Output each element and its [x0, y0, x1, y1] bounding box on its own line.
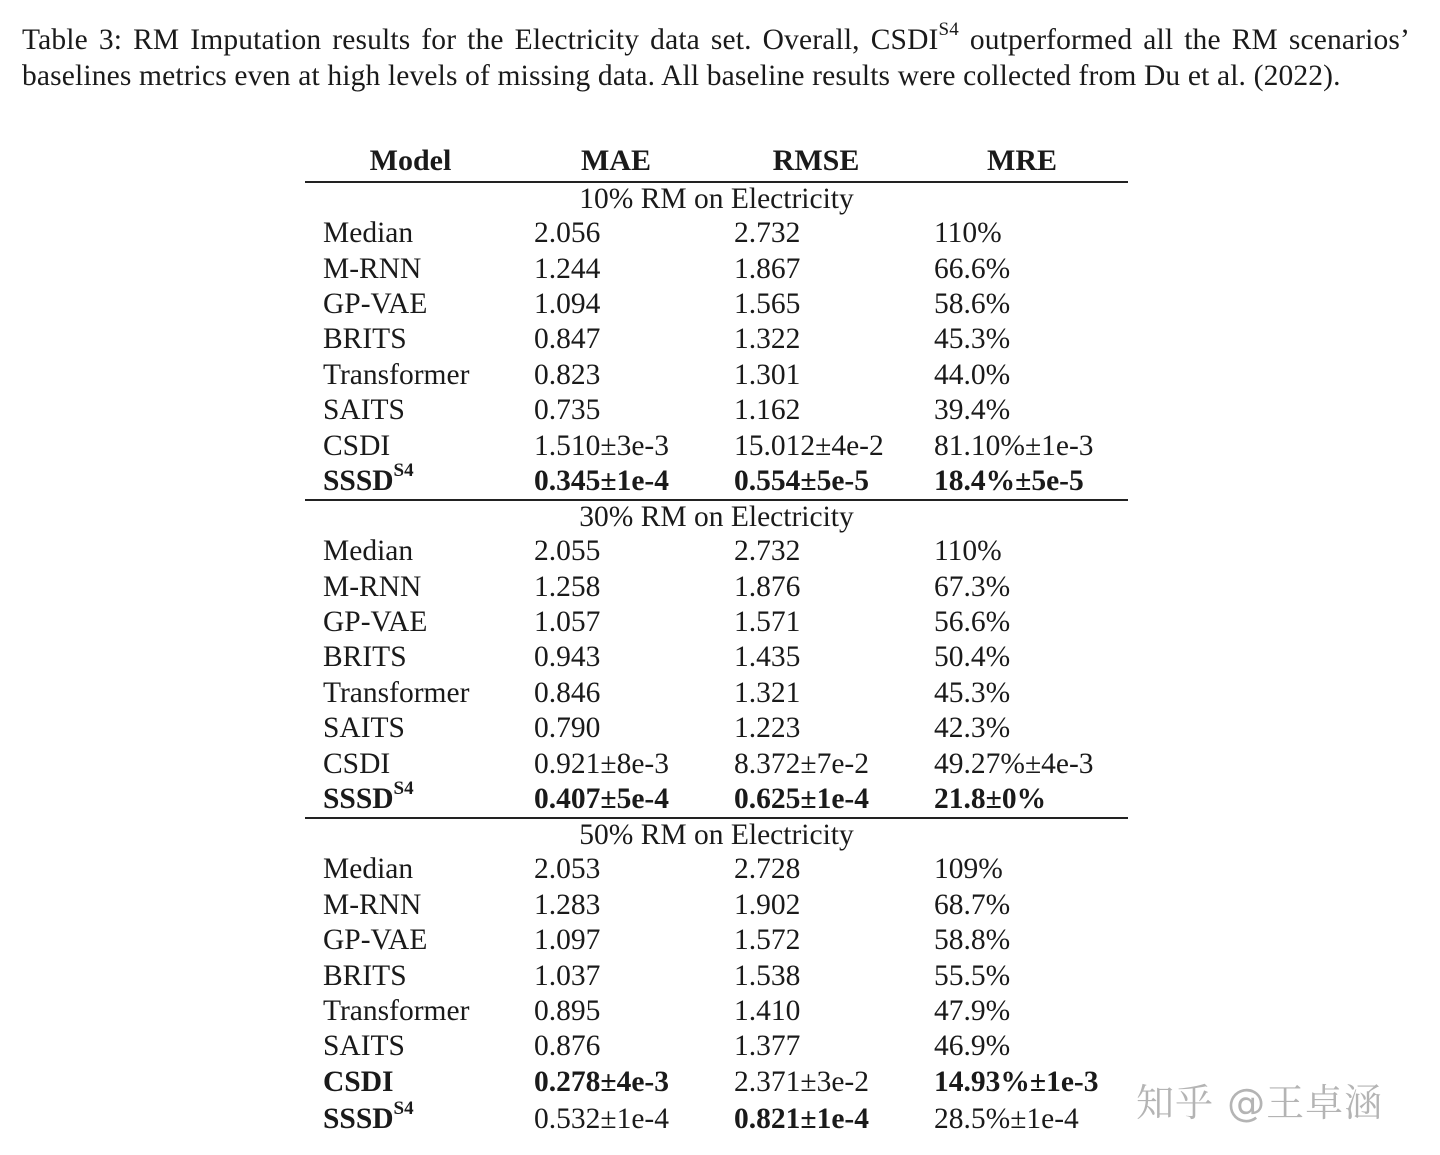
cell-mae: 0.735	[534, 394, 601, 427]
cell-model	[305, 676, 516, 711]
cell-mae: 1.258	[534, 570, 601, 603]
group-header-row	[305, 818, 1128, 852]
cell-rmse: 15.012±4e-2	[734, 429, 884, 462]
model-name: GP-VAE	[323, 606, 428, 639]
cell-mre: 45.3%	[934, 676, 1011, 709]
model-name: Median	[323, 217, 414, 250]
model-name: SSSD	[323, 1102, 394, 1135]
cell-rmse: 2.728	[734, 853, 801, 886]
model-name: CSDI	[323, 747, 391, 780]
model-name: M-RNN	[323, 252, 422, 285]
cell-rmse: 1.410	[734, 995, 801, 1027]
cell-mre: 50.4%	[934, 641, 1011, 674]
table-row	[305, 570, 1128, 605]
model-name: SAITS	[323, 1030, 405, 1063]
watermark: 知乎 @王卓涵	[1136, 1081, 1384, 1125]
cell-mre: 49.27%±4e-3	[934, 747, 1094, 780]
table-row	[305, 393, 1128, 428]
caption-text-suffix: outperformed all the RM scenarios’ baselines metrics even at high levels of missing data. All baseline results were collected from Du et al. (2022).	[22, 24, 1410, 92]
cell-model	[305, 393, 516, 428]
cell-mre: 109%	[934, 853, 1003, 886]
model-name: BRITS	[323, 641, 407, 674]
cell-model	[305, 287, 516, 322]
header-mae: MAE	[516, 141, 716, 182]
cell-mae: 1.510±3e-3	[534, 429, 669, 462]
table-row	[305, 287, 1128, 322]
cell-mre: 46.9%	[934, 1030, 1011, 1063]
table-caption	[22, 19, 1410, 94]
cell-model	[305, 460, 516, 500]
table-row	[305, 994, 1128, 1029]
cell-mre: 55.5%	[934, 959, 1011, 992]
cell-model	[305, 428, 516, 463]
model-name: CSDI	[323, 429, 391, 462]
cell-mae: 0.407±5e-4	[534, 783, 669, 816]
cell-model	[305, 923, 516, 958]
cell-mae: 0.790	[534, 712, 601, 745]
cell-model	[305, 711, 516, 746]
model-name: GP-VAE	[323, 924, 428, 957]
table-row	[305, 923, 1128, 958]
model-name: SSSD	[323, 464, 394, 497]
cell-mae: 2.053	[534, 853, 601, 886]
table-row	[305, 216, 1128, 251]
model-name: Transformer	[323, 358, 470, 391]
cell-mae: 1.283	[534, 888, 601, 921]
table-row	[305, 640, 1128, 675]
table-row	[305, 534, 1128, 569]
cell-model	[305, 216, 516, 251]
cell-rmse: 2.732	[734, 217, 801, 250]
cell-rmse: 1.572	[734, 924, 801, 957]
header-mre: MRE	[916, 141, 1128, 182]
model-superscript: S4	[393, 778, 414, 800]
cell-mre: 42.3%	[934, 712, 1011, 745]
cell-mae: 0.921±8e-3	[534, 747, 669, 780]
cell-rmse: 1.565	[734, 287, 801, 320]
table-row	[305, 1100, 1128, 1139]
table-row	[305, 251, 1128, 286]
cell-mae: 1.244	[534, 252, 601, 285]
cell-model	[305, 994, 516, 1029]
cell-mae: 0.876	[534, 1030, 601, 1063]
model-name: Median	[323, 535, 414, 568]
cell-mre: 14.93%±1e-3	[934, 1065, 1099, 1098]
model-name: Transformer	[323, 995, 470, 1027]
cell-mae: 0.895	[534, 995, 601, 1027]
model-superscript: S4	[393, 460, 414, 482]
cell-mre: 47.9%	[934, 995, 1011, 1027]
cell-rmse: 1.902	[734, 888, 801, 921]
table-row	[305, 852, 1128, 887]
cell-model	[305, 640, 516, 675]
model-name: Median	[323, 853, 414, 886]
header-rmse: RMSE	[716, 141, 916, 182]
cell-mre: 56.6%	[934, 606, 1011, 639]
model-name: BRITS	[323, 959, 407, 992]
table-row	[305, 428, 1128, 463]
model-superscript: S4	[393, 1098, 414, 1120]
group-header-row	[305, 182, 1128, 216]
cell-rmse: 1.538	[734, 959, 801, 992]
cell-model	[305, 358, 516, 393]
cell-model	[305, 1029, 516, 1064]
cell-rmse: 1.301	[734, 358, 801, 391]
model-name: M-RNN	[323, 570, 422, 603]
cell-model	[305, 852, 516, 887]
cell-mae: 0.532±1e-4	[534, 1102, 669, 1135]
model-name: M-RNN	[323, 888, 422, 921]
cell-mre: 58.8%	[934, 924, 1011, 957]
cell-rmse: 1.876	[734, 570, 801, 603]
group-title: 30% RM on Electricity	[305, 500, 1128, 534]
cell-model	[305, 958, 516, 993]
caption-text-prefix: Table 3: RM Imputation results for the Electricity data set. Overall, CSDI	[22, 24, 939, 56]
caption-superscript: S4	[938, 19, 959, 41]
cell-rmse: 1.321	[734, 676, 801, 709]
cell-mae: 0.278±4e-3	[534, 1065, 669, 1098]
cell-rmse: 0.625±1e-4	[734, 783, 869, 816]
table-row	[305, 746, 1128, 781]
cell-mae: 2.055	[534, 535, 601, 568]
table-row	[305, 358, 1128, 393]
model-name: Transformer	[323, 676, 470, 709]
model-name: SSSD	[323, 783, 394, 816]
cell-model	[305, 1065, 516, 1100]
cell-mre: 44.0%	[934, 358, 1011, 391]
cell-model	[305, 746, 516, 781]
group-header-row	[305, 500, 1128, 534]
cell-mae: 0.345±1e-4	[534, 464, 669, 497]
cell-model	[305, 251, 516, 286]
cell-model	[305, 534, 516, 569]
cell-rmse: 0.821±1e-4	[734, 1102, 869, 1135]
cell-mae: 1.037	[534, 959, 601, 992]
cell-mre: 67.3%	[934, 570, 1011, 603]
cell-mre: 68.7%	[934, 888, 1011, 921]
cell-rmse: 1.571	[734, 606, 801, 639]
table-body	[305, 182, 1128, 1139]
group-title: 10% RM on Electricity	[579, 183, 854, 215]
table-row	[305, 711, 1128, 746]
results-table-container	[305, 141, 1128, 1139]
cell-mae: 2.056	[534, 217, 601, 250]
cell-mre: 21.8±0%	[934, 783, 1047, 816]
cell-rmse: 1.377	[734, 1030, 801, 1063]
cell-mae: 0.943	[534, 641, 601, 674]
model-name: SAITS	[323, 394, 405, 427]
cell-mre: 58.6%	[934, 287, 1011, 320]
cell-mre: 28.5%±1e-4	[934, 1102, 1079, 1135]
results-table	[305, 141, 1128, 1139]
cell-model	[305, 570, 516, 605]
table-row	[305, 888, 1128, 923]
model-name: SAITS	[323, 712, 405, 745]
cell-model	[305, 1100, 516, 1139]
cell-mae: 0.823	[534, 358, 601, 391]
cell-rmse: 2.732	[734, 535, 801, 568]
cell-rmse: 1.435	[734, 641, 801, 674]
group-title: 50% RM on Electricity	[305, 818, 1128, 852]
cell-mre: 110%	[934, 217, 1002, 250]
cell-mae: 1.097	[534, 924, 601, 957]
table-header-row	[305, 141, 1128, 182]
table-row	[305, 605, 1128, 640]
model-name: CSDI	[323, 1065, 394, 1098]
cell-mae: 1.057	[534, 606, 601, 639]
cell-rmse: 1.162	[734, 394, 801, 427]
cell-model	[305, 778, 516, 818]
cell-mre: 45.3%	[934, 323, 1011, 356]
table-row	[305, 958, 1128, 993]
cell-model	[305, 888, 516, 923]
cell-model	[305, 322, 516, 357]
table-row	[305, 1065, 1128, 1100]
cell-rmse: 0.554±5e-5	[734, 464, 869, 497]
cell-mre: 18.4%±5e-5	[934, 464, 1084, 497]
cell-rmse: 2.371±3e-2	[734, 1065, 869, 1098]
cell-rmse: 1.223	[734, 712, 801, 745]
cell-mre: 66.6%	[934, 252, 1011, 285]
cell-model	[305, 605, 516, 640]
cell-mae: 0.847	[534, 323, 601, 356]
table-row	[305, 782, 1128, 818]
table-row	[305, 676, 1128, 711]
cell-mre: 81.10%±1e-3	[934, 429, 1094, 462]
model-name: GP-VAE	[323, 287, 428, 320]
cell-mae: 1.094	[534, 287, 601, 320]
table-row	[305, 464, 1128, 500]
cell-rmse: 1.867	[734, 252, 801, 285]
model-name: BRITS	[323, 323, 407, 356]
header-model: Model	[305, 141, 516, 182]
cell-mae: 0.846	[534, 676, 601, 709]
cell-rmse: 1.322	[734, 323, 801, 356]
table-row	[305, 1029, 1128, 1064]
cell-mre: 39.4%	[934, 394, 1011, 427]
table-row	[305, 322, 1128, 357]
cell-mre: 110%	[934, 535, 1002, 568]
cell-rmse: 8.372±7e-2	[734, 747, 869, 780]
